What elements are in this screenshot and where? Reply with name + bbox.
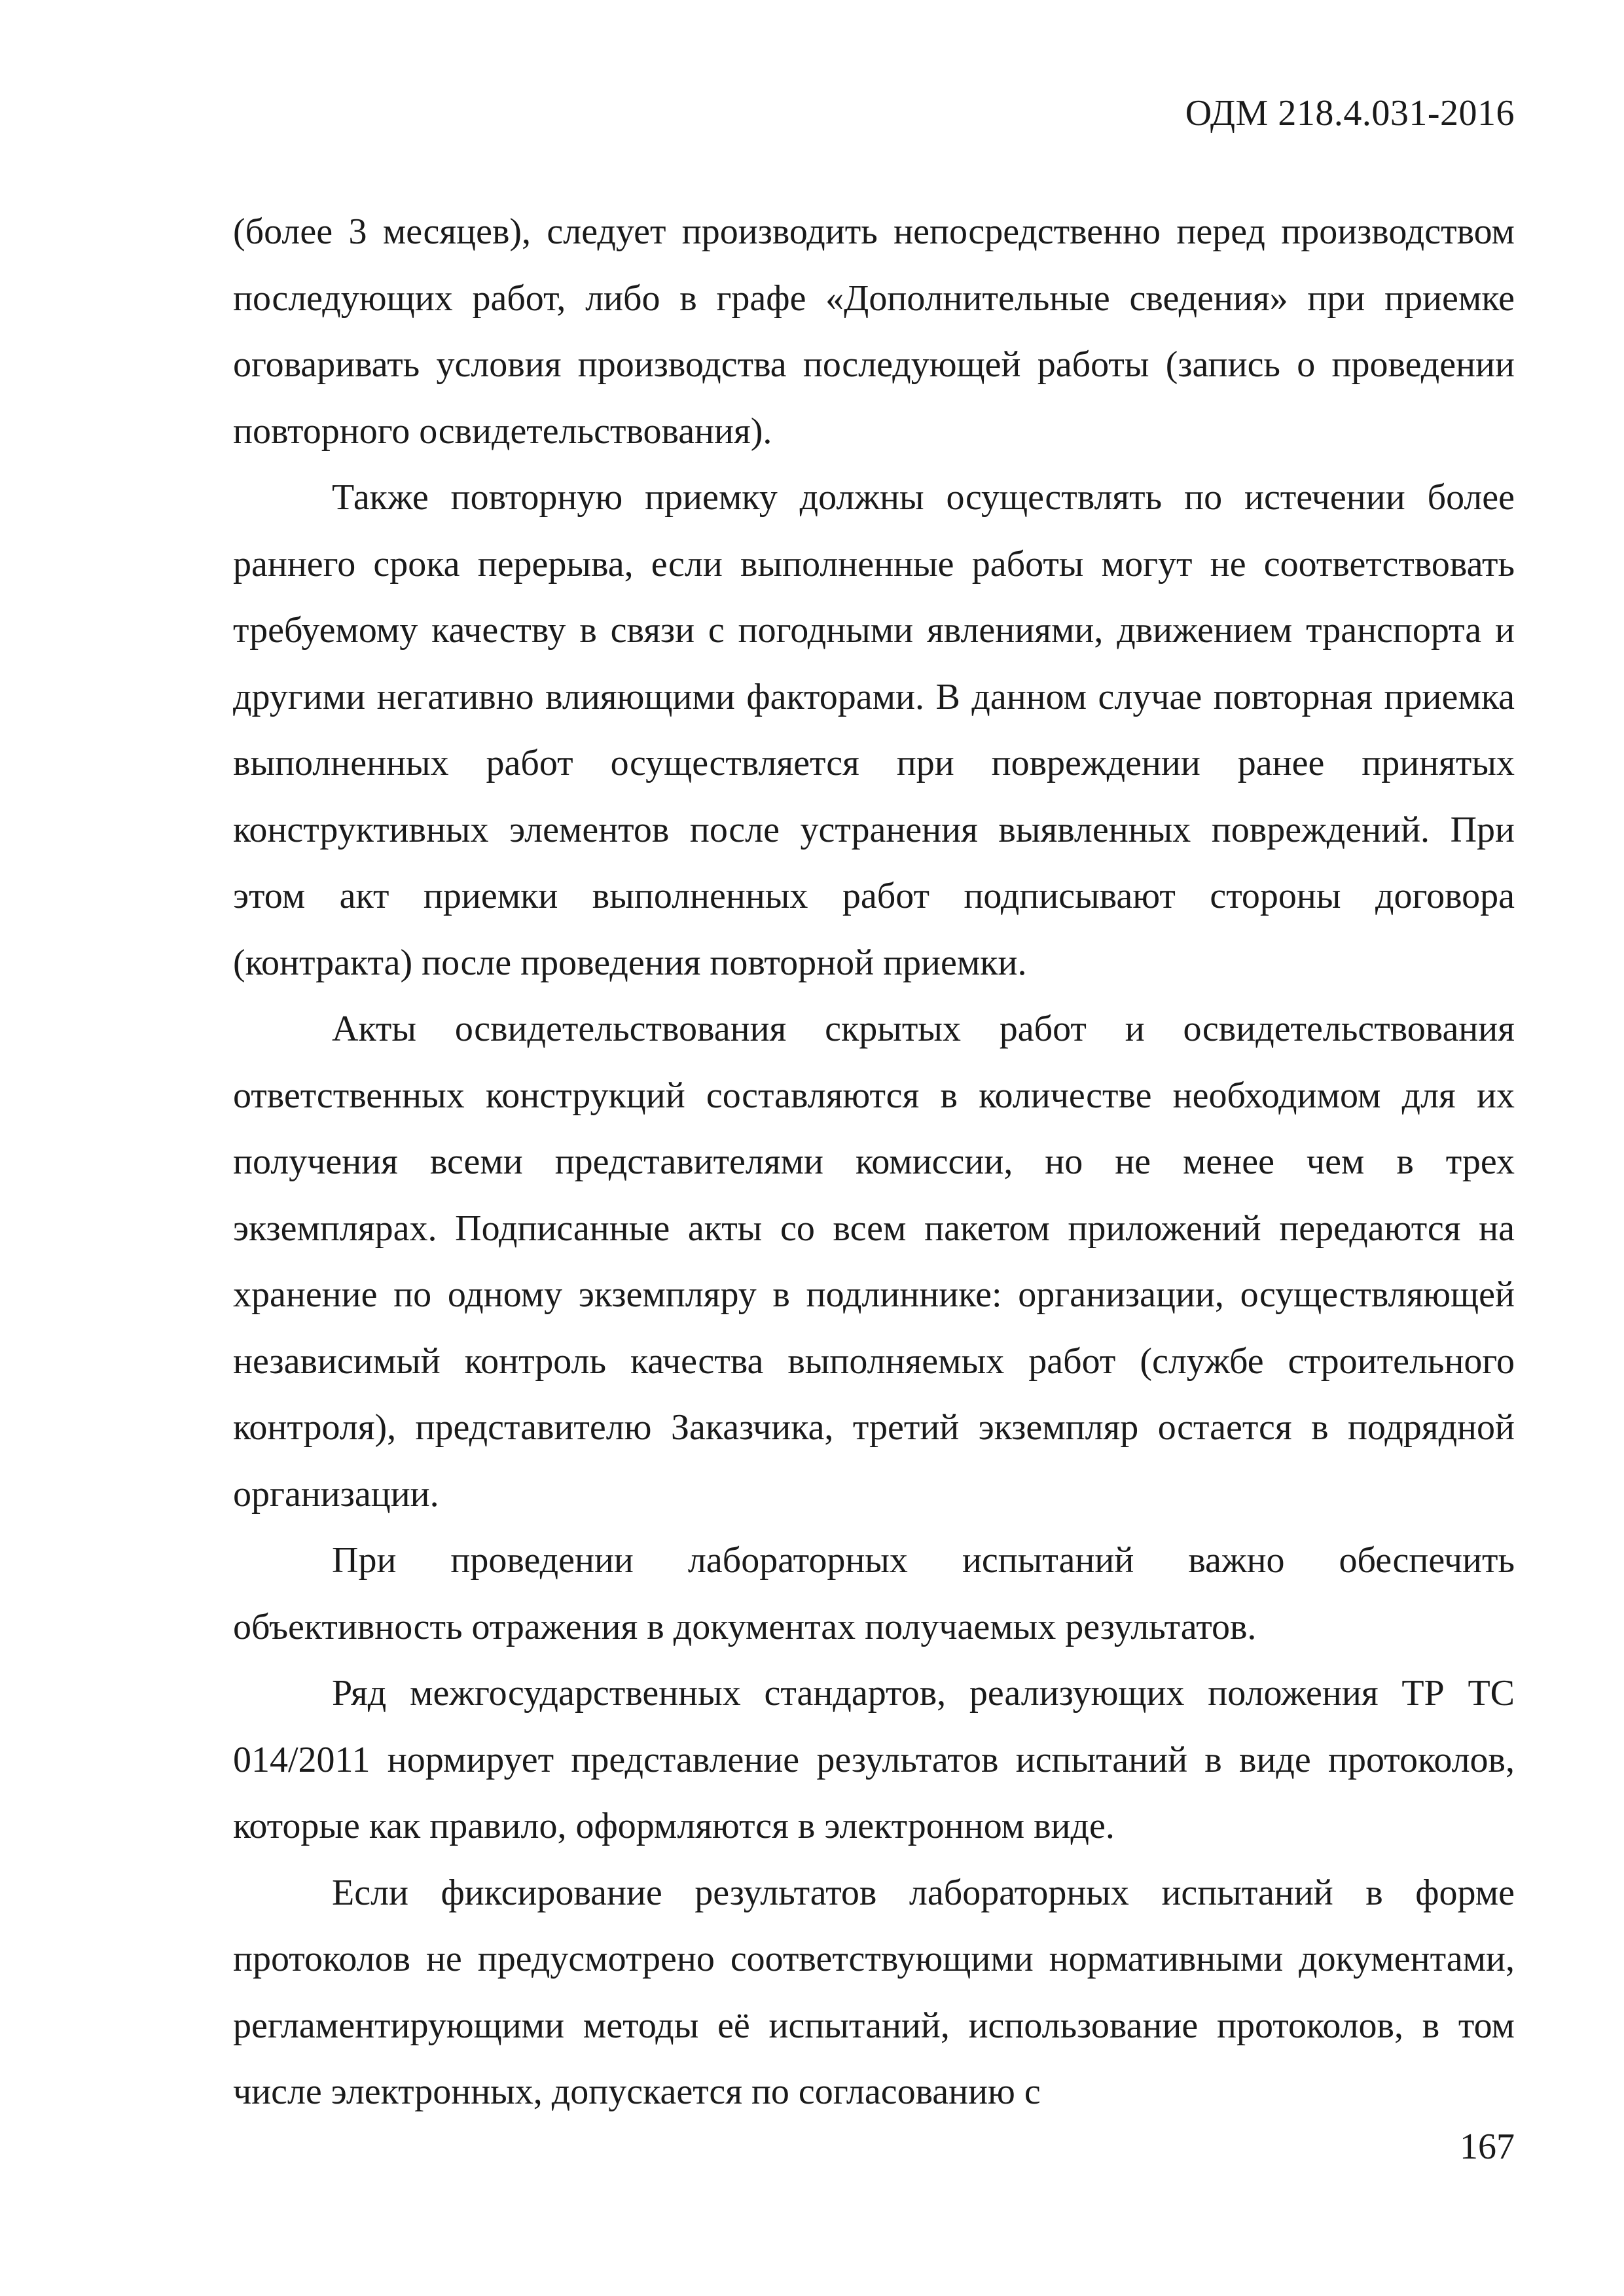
document-code-header: ОДМ 218.4.031-2016 [1185,93,1515,134]
paragraph-protocol-fixation: Если фиксирование результатов лабораторных испытаний в форме протоколов не предусмотрено соответствующими нормативными документами, регламентирующими методы её испытаний, использование протоколов, в том числе электронных, допускается по согласованию с [233,1872,1515,2112]
document-body [233,199,1515,2126]
paragraph-inspection-acts: Акты освидетельствования скрытых работ и освидетельствования ответственных конструкций составляются в количестве необходимом для их получения всеми представителями комиссии, но не менее чем в трех экземплярах. Подписанные акты со всем пакетом приложений передаются на хранение по одному экземпляру в подлиннике: организации, осуществляющей независимый контроль качества выполняемых работ (службе строительного контроля), представителю Заказчика, третий экземпляр остается в подрядной организации. [233,1009,1515,1515]
paragraph-laboratory-tests: При проведении лабораторных испытаний важно обеспечить объективность отражения в документах получаемых результатов. [233,1540,1515,1647]
paragraph-continuation: (более 3 месяцев), следует производить непосредственно перед производством последующих работ, либо в графе «Дополнительные сведения» при приемке оговаривать условия производства последующей работы (запись о проведении повторного освидетельствования). [233,211,1515,452]
paragraph-repeat-acceptance: Также повторную приемку должны осуществлять по истечении более раннего срока перерыва, если выполненные работы могут не соответствовать требуемому качеству в связи с погодными явлениями, движением транспорта и другими негативно влияющими факторами. В данном случае повторная приемка выполненных работ осуществляется при повреждении ранее принятых конструктивных элементов после устранения выявленных повреждений. При этом акт приемки выполненных работ подписывают стороны договора (контракта) после проведения повторной приемки. [233,477,1515,983]
paragraph-interstate-standards: Ряд межгосударственных стандартов, реализующих положения ТР ТС 014/2011 нормирует представление результатов испытаний в виде протоколов, которые как правило, оформляются в электронном виде. [233,1673,1515,1846]
page-number: 167 [1460,2126,1515,2167]
